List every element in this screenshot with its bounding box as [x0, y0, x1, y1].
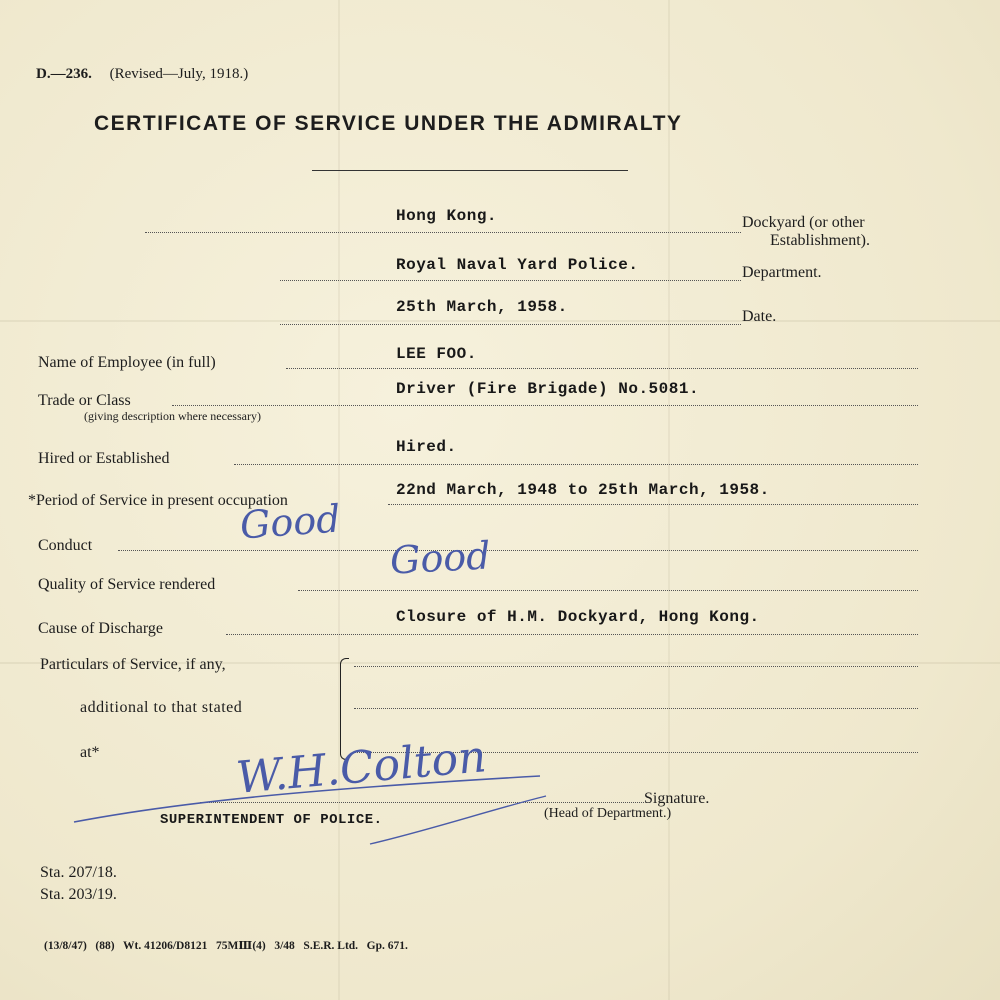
trade-value: Driver (Fire Brigade) No.5081.: [396, 380, 700, 398]
particulars-label-line2: additional to that stated: [80, 699, 243, 716]
dotted-line: [118, 550, 918, 551]
form-revision: (Revised—July, 1918.): [109, 66, 249, 82]
department-value: Royal Naval Yard Police.: [396, 256, 639, 274]
dotted-line: [172, 405, 918, 406]
quality-handwritten-value: Good: [388, 533, 492, 583]
title-rule: [312, 170, 628, 171]
station-reference-2: Sta. 203/19.: [40, 886, 117, 903]
dotted-line: [298, 590, 918, 591]
establishment-label: Establishment).: [770, 232, 870, 249]
station-reference-1: Sta. 207/18.: [40, 864, 117, 881]
particulars-label-line1: Particulars of Service, if any,: [40, 656, 226, 673]
quality-label: Quality of Service rendered: [38, 576, 216, 593]
paper-fold: [0, 320, 1000, 322]
trade-sublabel: (giving description where necessary): [84, 409, 261, 423]
form-header: [36, 66, 248, 83]
particulars-label-line3: at*: [80, 744, 100, 761]
conduct-handwritten-value: Good: [238, 496, 342, 548]
dotted-line: [280, 324, 741, 325]
dotted-line: [388, 504, 918, 505]
dotted-line: [234, 464, 918, 465]
cause-label: Cause of Discharge: [38, 620, 163, 637]
name-label: Name of Employee (in full): [38, 354, 216, 371]
dotted-line: [354, 708, 918, 709]
period-value: 22nd March, 1948 to 25th March, 1958.: [396, 481, 770, 499]
signature-flourish: [70, 770, 550, 850]
dotted-line: [226, 634, 918, 635]
dotted-line: [280, 280, 741, 281]
page-title: CERTIFICATE OF SERVICE UNDER THE ADMIRALTY: [94, 112, 683, 135]
trade-label: Trade or Class: [38, 392, 131, 409]
dotted-line: [286, 368, 918, 369]
signature-label: Signature.: [644, 790, 710, 807]
handwritten-signature: W.H.Colton: [234, 731, 489, 804]
dotted-line: [354, 666, 918, 667]
dockyard-label: Dockyard (or other: [742, 214, 865, 231]
printer-line: (13/8/47) (88) Wt. 41206/D8121 75MⅢ(4) 3/48 S.E.R. Ltd. Gp. 671.: [44, 940, 408, 952]
paper-fold: [668, 0, 670, 1000]
conduct-label: Conduct: [38, 537, 93, 554]
dockyard-value: Hong Kong.: [396, 207, 498, 225]
date-value: 25th March, 1958.: [396, 298, 568, 316]
signature-sublabel: (Head of Department.): [544, 806, 672, 821]
employee-name-value: LEE FOO.: [396, 345, 477, 363]
dotted-line: [145, 232, 741, 233]
department-label: Department.: [742, 264, 822, 281]
hired-label: Hired or Established: [38, 450, 170, 467]
form-number: D.—236.: [36, 66, 92, 82]
superintendent-stamp: SUPERINTENDENT OF POLICE.: [160, 812, 383, 828]
hired-value: Hired.: [396, 438, 457, 456]
date-label: Date.: [742, 308, 777, 325]
cause-value: Closure of H.M. Dockyard, Hong Kong.: [396, 608, 760, 626]
period-label: *Period of Service in present occupation: [28, 492, 288, 509]
